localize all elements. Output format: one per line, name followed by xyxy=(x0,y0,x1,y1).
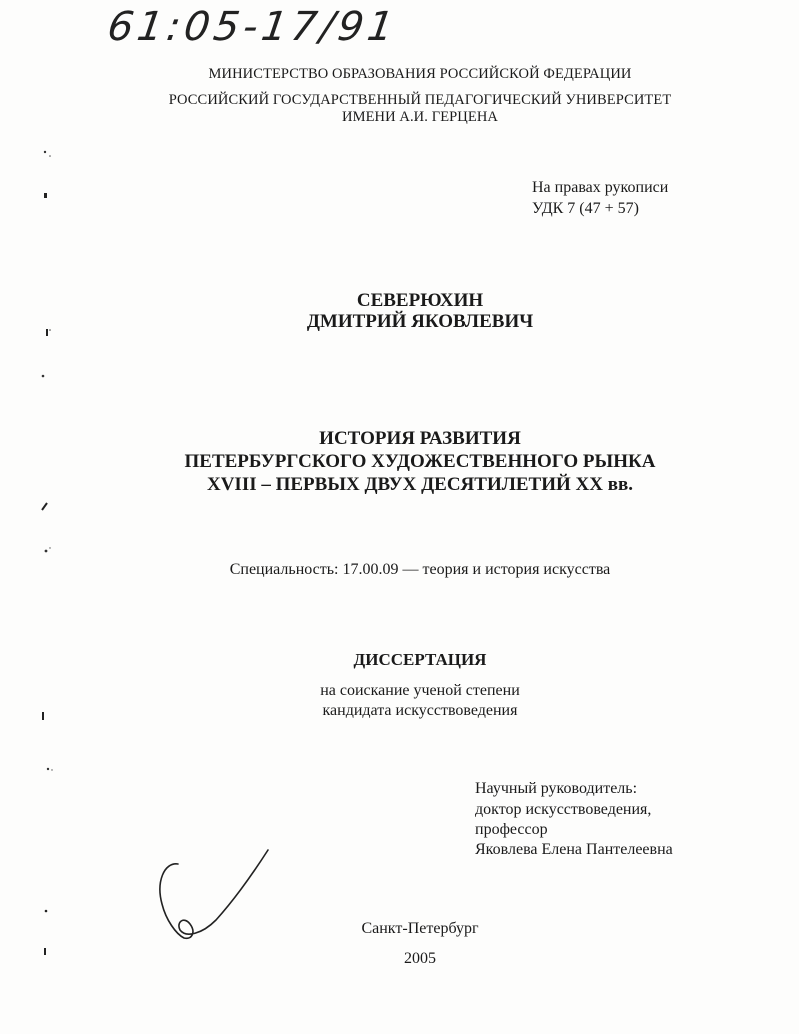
advisor-role: Научный руководитель: xyxy=(475,780,638,797)
university-line-1: РОССИЙСКИЙ ГОСУДАРСТВЕННЫЙ ПЕДАГОГИЧЕСКИЙ УНИВЕРСИТЕТ xyxy=(168,92,672,108)
advisor-title: профессор xyxy=(475,821,548,838)
scan-speck-icon xyxy=(40,500,54,512)
advisor-degree: доктор искусствоведения, xyxy=(475,801,652,818)
dissertation-label: ДИССЕРТАЦИЯ xyxy=(353,650,487,669)
scan-speck-icon xyxy=(40,190,54,202)
title-line-1: ИСТОРИЯ РАЗВИТИЯ xyxy=(319,428,521,449)
scan-speck-icon xyxy=(40,946,54,958)
scan-speck-icon xyxy=(40,148,54,160)
dissertation-purpose-1: на соискание ученой степени xyxy=(320,682,520,699)
advisor-name: Яковлева Елена Пантелеевна xyxy=(475,841,673,858)
manuscript-rights: На правах рукописи xyxy=(532,179,669,196)
scan-speck-icon xyxy=(40,545,54,557)
archive-number-handwritten: 61:05-17/91 xyxy=(104,4,401,50)
scan-speck-icon xyxy=(40,763,54,775)
scan-speck-icon xyxy=(40,327,54,339)
university-line-2: ИМЕНИ А.И. ГЕРЦЕНА xyxy=(342,109,498,125)
specialty-line: Специальность: 17.00.09 — теория и история искусства xyxy=(229,561,611,578)
title-line-2: ПЕТЕРБУРГСКОГО ХУДОЖЕСТВЕННОГО РЫНКА xyxy=(184,451,656,472)
year: 2005 xyxy=(404,950,436,967)
scan-speck-icon xyxy=(40,710,54,722)
author-name: ДМИТРИЙ ЯКОВЛЕВИЧ xyxy=(306,311,534,332)
scan-speck-icon xyxy=(40,906,54,918)
title-line-3: XVIII – ПЕРВЫХ ДВУХ ДЕСЯТИЛЕТИЙ XX вв. xyxy=(206,474,633,495)
author-surname: СЕВЕРЮХИН xyxy=(356,290,484,311)
scan-speck-icon xyxy=(40,370,54,382)
dissertation-purpose-2: кандидата искусствоведения xyxy=(322,702,518,719)
city: Санкт-Петербург xyxy=(361,920,479,937)
udk-code: УДК 7 (47 + 57) xyxy=(532,200,639,217)
ministry-line: МИНИСТЕРСТВО ОБРАЗОВАНИЯ РОССИЙСКОЙ ФЕДЕРАЦИИ xyxy=(208,66,632,82)
